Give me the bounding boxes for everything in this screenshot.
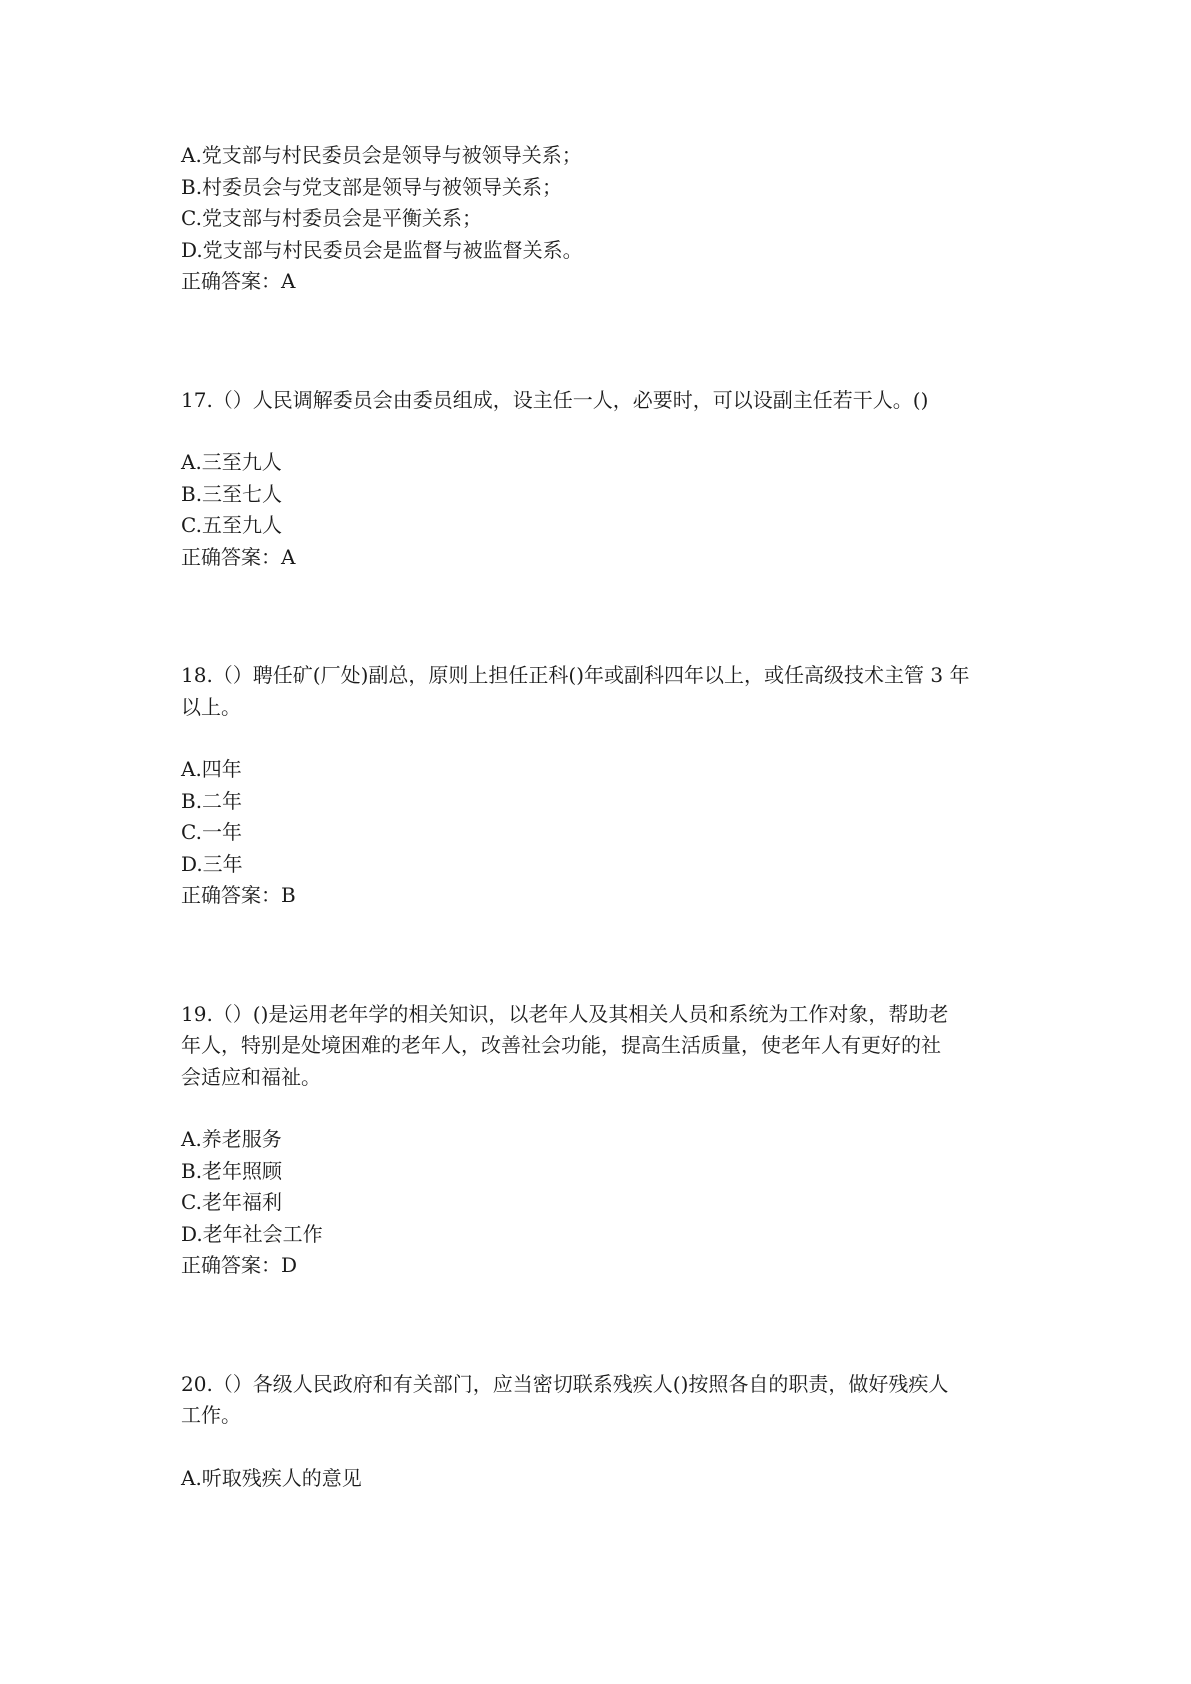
option-d: D.三年 (181, 851, 243, 876)
spacer (181, 298, 1021, 385)
option-d: D.党支部与村民委员会是监督与被监督关系。 (181, 237, 583, 262)
option-c: C.党支部与村委员会是平衡关系； (181, 206, 482, 230)
spacer (181, 912, 1021, 999)
spacer (181, 1093, 1021, 1124)
question-text-line-1: 20.（）各级人民政府和有关部门，应当密切联系残疾人()按照各自的职责，做好残疾人 (181, 1371, 949, 1396)
question-text: 17.（）人民调解委员会由委员组成，设主任一人，必要时，可以设副主任若干人。() (181, 387, 929, 412)
option-a: A.三至九人 (181, 450, 282, 474)
option-b: B.老年照顾 (181, 1158, 283, 1183)
correct-answer: 正确答案：A (181, 269, 296, 293)
question-text-line-1: 19.（）()是运用老年学的相关知识，以老年人及其相关人员和系统为工作对象，帮助老 (181, 1001, 949, 1026)
option-a: A.听取残疾人的意见 (181, 1465, 362, 1490)
option-c: C.一年 (181, 820, 242, 844)
option-a: A.党支部与村民委员会是领导与被领导关系； (181, 143, 582, 167)
option-c: C.老年福利 (181, 1190, 282, 1214)
option-b: B.二年 (181, 788, 243, 813)
option-b: B.村委员会与党支部是领导与被领导关系； (181, 174, 563, 199)
question-20 (181, 1369, 1021, 1495)
spacer (181, 1282, 1021, 1369)
question-text-line-1: 18.（）聘任矿(厂处)副总，原则上担任正科()年或副科四年以上，或任高级技术主管 3 年 (181, 663, 970, 687)
spacer (181, 723, 1021, 754)
question-18 (181, 660, 1021, 912)
option-a: A.四年 (181, 757, 242, 781)
exam-page (181, 140, 1021, 1494)
question-text-line-3: 会适应和福祉。 (181, 1064, 321, 1089)
question-text-line-2: 工作。 (181, 1403, 241, 1427)
question-19 (181, 999, 1021, 1282)
spacer (181, 573, 1021, 660)
question-16 (181, 140, 1021, 298)
option-d: D.老年社会工作 (181, 1221, 323, 1246)
option-a: A.养老服务 (181, 1127, 282, 1151)
spacer (181, 416, 1021, 447)
correct-answer: 正确答案：B (181, 883, 296, 907)
question-text-line-2: 年人，特别是处境困难的老年人，改善社会功能，提高生活质量，使老年人有更好的社 (181, 1033, 941, 1057)
correct-answer: 正确答案：D (181, 1253, 298, 1277)
option-b: B.三至七人 (181, 481, 283, 506)
question-text-line-2: 以上。 (181, 694, 241, 719)
correct-answer: 正确答案：A (181, 544, 296, 569)
option-c: C.五至九人 (181, 513, 282, 537)
spacer (181, 1432, 1021, 1463)
question-17 (181, 385, 1021, 574)
